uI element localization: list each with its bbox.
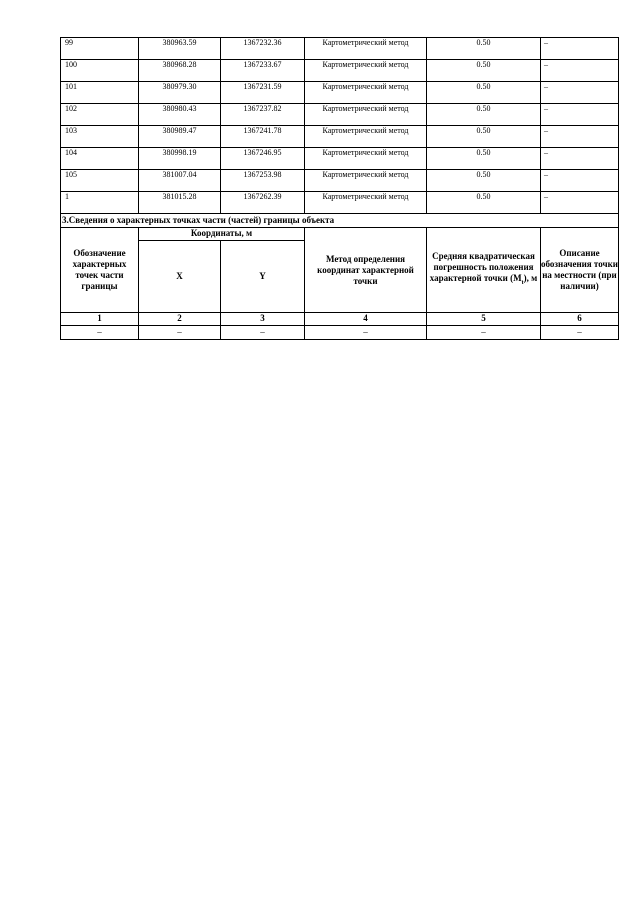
empty-row bbox=[61, 326, 619, 340]
section3-title: 3.Сведения о характерных точках части (частей) границы объекта bbox=[61, 214, 619, 228]
empty-cell: – bbox=[541, 326, 619, 340]
column-number: 6 bbox=[541, 313, 619, 326]
precision-cell: 0.50 bbox=[427, 82, 541, 104]
method-cell: Картометрический метод bbox=[305, 192, 427, 214]
cadastral-table bbox=[60, 37, 619, 340]
table-row bbox=[61, 104, 619, 126]
x-coordinate-cell: 380980.43 bbox=[139, 104, 221, 126]
table-row bbox=[61, 192, 619, 214]
table-row bbox=[61, 82, 619, 104]
method-cell: Картометрический метод bbox=[305, 148, 427, 170]
point-number-cell: 104 bbox=[61, 148, 139, 170]
description-cell: – bbox=[541, 192, 619, 214]
point-number-cell: 103 bbox=[61, 126, 139, 148]
y-coordinate-cell: 1367237.82 bbox=[221, 104, 305, 126]
description-cell: – bbox=[541, 38, 619, 60]
precision-cell: 0.50 bbox=[427, 104, 541, 126]
point-number-cell: 1 bbox=[61, 192, 139, 214]
x-coordinate-cell: 381007.04 bbox=[139, 170, 221, 192]
column-number: 2 bbox=[139, 313, 221, 326]
empty-cell: – bbox=[139, 326, 221, 340]
y-coordinate-cell: 1367253.98 bbox=[221, 170, 305, 192]
header-y: Y bbox=[221, 241, 305, 313]
y-coordinate-cell: 1367231.59 bbox=[221, 82, 305, 104]
precision-cell: 0.50 bbox=[427, 60, 541, 82]
x-coordinate-cell: 380968.28 bbox=[139, 60, 221, 82]
header-description: Описание обозначения точки на местности (при наличии) bbox=[541, 228, 619, 313]
y-coordinate-cell: 1367233.67 bbox=[221, 60, 305, 82]
column-number: 3 bbox=[221, 313, 305, 326]
description-cell: – bbox=[541, 148, 619, 170]
y-coordinate-cell: 1367262.39 bbox=[221, 192, 305, 214]
table-row bbox=[61, 60, 619, 82]
description-cell: – bbox=[541, 104, 619, 126]
x-coordinate-cell: 380998.19 bbox=[139, 148, 221, 170]
column-number: 1 bbox=[61, 313, 139, 326]
description-cell: – bbox=[541, 60, 619, 82]
method-cell: Картометрический метод bbox=[305, 126, 427, 148]
section3-table bbox=[61, 214, 619, 340]
table-row bbox=[61, 38, 619, 60]
method-cell: Картометрический метод bbox=[305, 82, 427, 104]
description-cell: – bbox=[541, 82, 619, 104]
precision-cell: 0.50 bbox=[427, 126, 541, 148]
point-number-cell: 105 bbox=[61, 170, 139, 192]
header-coordinates: Координаты, м bbox=[139, 228, 305, 241]
x-coordinate-cell: 380963.59 bbox=[139, 38, 221, 60]
empty-cell: – bbox=[221, 326, 305, 340]
point-number-cell: 100 bbox=[61, 60, 139, 82]
method-cell: Картометрический метод bbox=[305, 170, 427, 192]
method-cell: Картометрический метод bbox=[305, 60, 427, 82]
column-numbers-row bbox=[61, 313, 619, 326]
header-designation: Обозначение характерных точек части границы bbox=[61, 228, 139, 313]
column-number: 5 bbox=[427, 313, 541, 326]
precision-cell: 0.50 bbox=[427, 148, 541, 170]
header-method: Метод определения координат характерной точки bbox=[305, 228, 427, 313]
document-sheet bbox=[60, 37, 618, 340]
table-row bbox=[61, 126, 619, 148]
method-cell: Картометрический метод bbox=[305, 38, 427, 60]
points-table-body bbox=[61, 38, 619, 214]
point-number-cell: 99 bbox=[61, 38, 139, 60]
empty-cell: – bbox=[305, 326, 427, 340]
y-coordinate-cell: 1367241.78 bbox=[221, 126, 305, 148]
precision-cell: 0.50 bbox=[427, 38, 541, 60]
precision-cell: 0.50 bbox=[427, 192, 541, 214]
method-cell: Картометрический метод bbox=[305, 104, 427, 126]
point-number-cell: 101 bbox=[61, 82, 139, 104]
empty-cell: – bbox=[427, 326, 541, 340]
header-precision-text: Средняя квадратическая погрешность положения характерной точки $(M_t)$, м bbox=[429, 251, 538, 286]
x-coordinate-cell: 380989.47 bbox=[139, 126, 221, 148]
column-number: 4 bbox=[305, 313, 427, 326]
point-number-cell: 102 bbox=[61, 104, 139, 126]
y-coordinate-cell: 1367232.36 bbox=[221, 38, 305, 60]
x-coordinate-cell: 380979.30 bbox=[139, 82, 221, 104]
table-row bbox=[61, 170, 619, 192]
y-coordinate-cell: 1367246.95 bbox=[221, 148, 305, 170]
header-precision bbox=[427, 228, 541, 313]
header-x: X bbox=[139, 241, 221, 313]
description-cell: – bbox=[541, 126, 619, 148]
x-coordinate-cell: 381015.28 bbox=[139, 192, 221, 214]
description-cell: – bbox=[541, 170, 619, 192]
precision-cell: 0.50 bbox=[427, 170, 541, 192]
empty-cell: – bbox=[61, 326, 139, 340]
table-row bbox=[61, 148, 619, 170]
